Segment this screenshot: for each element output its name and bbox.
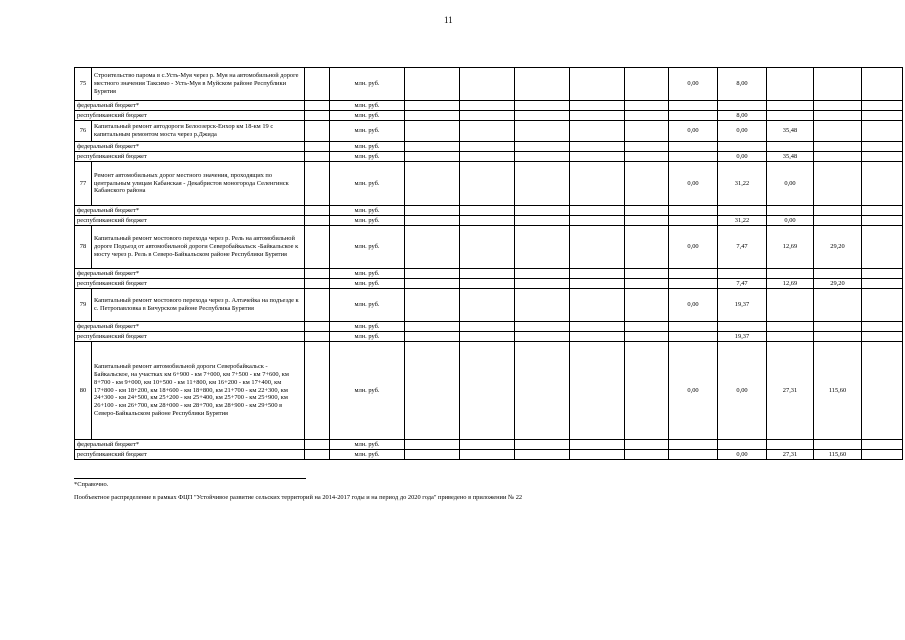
value-cell	[669, 269, 718, 279]
value-cell: 0,00	[718, 450, 767, 460]
project-description: Капитальный ремонт мостового перехода через р. Алтачейка на подъезде к с. Петропавловка в Бичурском районе Республика Бурятия	[92, 289, 305, 322]
empty-cell	[305, 111, 330, 121]
value-cell	[767, 68, 814, 101]
value-cell	[405, 289, 460, 322]
value-cell	[405, 216, 460, 226]
value-cell	[570, 332, 625, 342]
value-cell	[625, 226, 669, 269]
value-cell	[625, 68, 669, 101]
project-row	[75, 162, 903, 206]
empty-cell	[305, 206, 330, 216]
unit-cell: млн. руб.	[330, 206, 405, 216]
value-cell	[460, 101, 515, 111]
empty-cell	[305, 279, 330, 289]
value-cell	[862, 216, 903, 226]
value-cell	[625, 152, 669, 162]
value-cell	[405, 226, 460, 269]
value-cell: 0,00	[718, 342, 767, 440]
value-cell	[862, 342, 903, 440]
value-cell	[460, 342, 515, 440]
value-cell	[862, 332, 903, 342]
value-cell	[625, 279, 669, 289]
page-number: 11	[444, 15, 453, 25]
project-description: Ремонт автомобильных дорог местного значения, проходящих по центральным улицам Кабанская - Декабристов моногорода Селенгинск Кабанского района	[92, 162, 305, 206]
project-row	[75, 68, 903, 101]
value-cell	[814, 332, 862, 342]
value-cell	[767, 332, 814, 342]
value-cell	[718, 322, 767, 332]
footnote-text: Пообъектное распределение в рамках ФЦП "Устойчивое развитие сельских территорий на 2014-2017 годы и на период до 2020 года" приведено в приложении № 22	[74, 494, 523, 501]
budget-source-label: республиканский бюджет	[75, 152, 305, 162]
value-cell	[718, 206, 767, 216]
value-cell	[814, 101, 862, 111]
value-cell: 35,48	[767, 121, 814, 142]
value-cell	[570, 206, 625, 216]
budget-source-row	[75, 322, 903, 332]
project-description: Капитальный ремонт автодороги Белоозерск-Енхор км 18-км 19 с капитальным ремонтом моста через р.Джида	[92, 121, 305, 142]
value-cell	[862, 152, 903, 162]
value-cell: 0,00	[669, 162, 718, 206]
value-cell	[515, 322, 570, 332]
value-cell	[625, 216, 669, 226]
budget-source-row	[75, 332, 903, 342]
value-cell	[669, 142, 718, 152]
value-cell	[625, 162, 669, 206]
value-cell	[405, 279, 460, 289]
value-cell	[570, 226, 625, 269]
empty-cell	[305, 269, 330, 279]
value-cell	[460, 162, 515, 206]
value-cell	[570, 279, 625, 289]
value-cell	[405, 162, 460, 206]
unit-cell: млн. руб.	[330, 152, 405, 162]
value-cell	[669, 450, 718, 460]
unit-cell: млн. руб.	[330, 142, 405, 152]
value-cell	[862, 162, 903, 206]
value-cell: 0,00	[669, 226, 718, 269]
value-cell	[767, 111, 814, 121]
budget-source-label: республиканский бюджет	[75, 450, 305, 460]
value-cell	[570, 440, 625, 450]
budget-source-label: федеральный бюджет*	[75, 206, 305, 216]
value-cell: 8,00	[718, 111, 767, 121]
value-cell	[669, 322, 718, 332]
unit-cell: млн. руб.	[330, 101, 405, 111]
value-cell	[460, 206, 515, 216]
row-number: 80	[75, 342, 92, 440]
empty-cell	[305, 440, 330, 450]
unit-cell: млн. руб.	[330, 332, 405, 342]
budget-source-label: федеральный бюджет*	[75, 269, 305, 279]
value-cell	[515, 152, 570, 162]
value-cell: 35,48	[767, 152, 814, 162]
value-cell	[570, 142, 625, 152]
footnote: *Справочно.	[74, 481, 109, 488]
unit-cell: млн. руб.	[330, 440, 405, 450]
value-cell: 0,00	[767, 162, 814, 206]
value-cell	[767, 289, 814, 322]
value-cell: 7,47	[718, 279, 767, 289]
value-cell	[460, 279, 515, 289]
value-cell: 29,20	[814, 226, 862, 269]
value-cell	[767, 206, 814, 216]
empty-cell	[305, 322, 330, 332]
budget-source-row	[75, 206, 903, 216]
value-cell	[862, 206, 903, 216]
row-number: 78	[75, 226, 92, 269]
unit-cell: млн. руб.	[330, 226, 405, 269]
value-cell: 27,31	[767, 342, 814, 440]
budget-source-row	[75, 152, 903, 162]
value-cell	[570, 101, 625, 111]
value-cell	[862, 226, 903, 269]
value-cell	[718, 440, 767, 450]
value-cell	[814, 440, 862, 450]
unit-cell: млн. руб.	[330, 450, 405, 460]
value-cell	[515, 68, 570, 101]
project-description: Капитальный ремонт автомобильной дороги Северобайкальск - Байкальское, на участках км 6+900 - км 7+000, км 7+500 - км 7+600, км 8+700 - км 9+000, км 10+500 - км 11+800, км 16+200 - км 17+400, км 17+800 - км 18+200, км 18+600 - км 18+800, км 21+700 - км 22+300, км 24+300 - км 24+500, км 25+200 - км 25+400, км 25+700 - км 25+900, км 26+100 - км 26+700, км 28+000 - км 28+700, км 28+900 - км 29+500 в Северо-Байкальском районе Республики Бурятия	[92, 342, 305, 440]
budget-source-label: федеральный бюджет*	[75, 142, 305, 152]
value-cell: 19,37	[718, 332, 767, 342]
value-cell	[669, 111, 718, 121]
value-cell	[515, 121, 570, 142]
row-number: 77	[75, 162, 92, 206]
value-cell	[862, 289, 903, 322]
value-cell	[570, 450, 625, 460]
budget-source-row	[75, 450, 903, 460]
value-cell: 29,20	[814, 279, 862, 289]
value-cell	[570, 68, 625, 101]
value-cell	[515, 269, 570, 279]
unit-cell: млн. руб.	[330, 342, 405, 440]
value-cell	[625, 206, 669, 216]
value-cell	[460, 332, 515, 342]
value-cell	[625, 342, 669, 440]
row-number: 75	[75, 68, 92, 101]
value-cell	[767, 440, 814, 450]
value-cell	[405, 269, 460, 279]
project-row	[75, 289, 903, 322]
value-cell	[405, 206, 460, 216]
value-cell	[515, 289, 570, 322]
project-description: Строительство парома в с.Усть-Муя через р. Муя на автомобильной дороге местного значения Таксимо - Усть-Муя в Муйском районе Республики Бурятия	[92, 68, 305, 101]
value-cell	[814, 162, 862, 206]
value-cell	[570, 269, 625, 279]
value-cell	[814, 68, 862, 101]
value-cell: 31,22	[718, 162, 767, 206]
value-cell	[460, 152, 515, 162]
unit-cell: млн. руб.	[330, 289, 405, 322]
empty-cell	[305, 342, 330, 440]
project-row	[75, 226, 903, 269]
empty-cell	[305, 289, 330, 322]
value-cell	[460, 289, 515, 322]
budget-source-label: республиканский бюджет	[75, 279, 305, 289]
value-cell	[625, 332, 669, 342]
value-cell: 7,47	[718, 226, 767, 269]
value-cell	[460, 121, 515, 142]
budget-source-label: республиканский бюджет	[75, 332, 305, 342]
value-cell	[814, 142, 862, 152]
value-cell	[814, 206, 862, 216]
value-cell	[862, 142, 903, 152]
value-cell	[862, 101, 903, 111]
empty-cell	[305, 216, 330, 226]
empty-cell	[305, 68, 330, 101]
value-cell	[718, 142, 767, 152]
budget-source-label: республиканский бюджет	[75, 111, 305, 121]
value-cell	[669, 206, 718, 216]
value-cell	[515, 450, 570, 460]
unit-cell: млн. руб.	[330, 121, 405, 142]
value-cell	[405, 342, 460, 440]
value-cell	[862, 279, 903, 289]
value-cell	[515, 111, 570, 121]
value-cell	[625, 101, 669, 111]
value-cell	[814, 111, 862, 121]
unit-cell: млн. руб.	[330, 68, 405, 101]
value-cell	[460, 226, 515, 269]
value-cell	[862, 450, 903, 460]
unit-cell: млн. руб.	[330, 162, 405, 206]
value-cell	[625, 121, 669, 142]
row-number: 76	[75, 121, 92, 142]
unit-cell: млн. руб.	[330, 269, 405, 279]
value-cell: 31,22	[718, 216, 767, 226]
empty-cell	[305, 162, 330, 206]
value-cell: 19,37	[718, 289, 767, 322]
project-row	[75, 342, 903, 440]
value-cell: 0,00	[669, 68, 718, 101]
row-number: 79	[75, 289, 92, 322]
empty-cell	[305, 121, 330, 142]
value-cell	[460, 269, 515, 279]
value-cell	[515, 142, 570, 152]
budget-source-row	[75, 279, 903, 289]
value-cell	[515, 342, 570, 440]
value-cell	[669, 216, 718, 226]
value-cell	[669, 440, 718, 450]
value-cell	[460, 142, 515, 152]
empty-cell	[305, 450, 330, 460]
value-cell	[460, 450, 515, 460]
empty-cell	[305, 332, 330, 342]
value-cell	[515, 226, 570, 269]
value-cell	[814, 322, 862, 332]
value-cell: 0,00	[669, 342, 718, 440]
value-cell	[405, 101, 460, 111]
value-cell	[570, 152, 625, 162]
value-cell	[669, 152, 718, 162]
value-cell	[767, 142, 814, 152]
project-row	[75, 121, 903, 142]
value-cell	[570, 162, 625, 206]
unit-cell: млн. руб.	[330, 322, 405, 332]
budget-source-row	[75, 111, 903, 121]
value-cell: 0,00	[669, 121, 718, 142]
value-cell	[625, 289, 669, 322]
value-cell	[625, 142, 669, 152]
value-cell	[625, 440, 669, 450]
value-cell: 0,00	[718, 121, 767, 142]
value-cell	[570, 121, 625, 142]
value-cell	[814, 269, 862, 279]
value-cell	[460, 322, 515, 332]
value-cell	[625, 450, 669, 460]
value-cell	[814, 289, 862, 322]
value-cell: 0,00	[767, 216, 814, 226]
value-cell	[625, 322, 669, 332]
budget-table	[74, 67, 903, 460]
budget-source-label: федеральный бюджет*	[75, 322, 305, 332]
empty-cell	[305, 226, 330, 269]
value-cell: 12,69	[767, 226, 814, 269]
budget-source-row	[75, 216, 903, 226]
value-cell	[405, 121, 460, 142]
value-cell	[405, 111, 460, 121]
value-cell	[405, 440, 460, 450]
value-cell	[570, 216, 625, 226]
budget-source-row	[75, 269, 903, 279]
value-cell	[669, 101, 718, 111]
value-cell	[515, 332, 570, 342]
value-cell	[460, 68, 515, 101]
footnote-divider	[74, 478, 306, 479]
budget-source-label: федеральный бюджет*	[75, 101, 305, 111]
value-cell	[862, 269, 903, 279]
project-description: Капитальный ремонт мостового перехода через р. Рель на автомобильной дороге Подъезд от автомобильной дороги Северобайкальск -Байкальское к мосту через р. Рель в Северо-Байкальском районе Республики Бурятия	[92, 226, 305, 269]
value-cell	[570, 322, 625, 332]
value-cell: 115,60	[814, 450, 862, 460]
value-cell	[718, 101, 767, 111]
value-cell	[405, 450, 460, 460]
value-cell	[669, 279, 718, 289]
value-cell	[405, 142, 460, 152]
value-cell	[515, 216, 570, 226]
value-cell	[570, 111, 625, 121]
value-cell	[625, 269, 669, 279]
value-cell	[862, 440, 903, 450]
empty-cell	[305, 101, 330, 111]
value-cell	[814, 152, 862, 162]
budget-source-label: республиканский бюджет	[75, 216, 305, 226]
value-cell	[718, 269, 767, 279]
empty-cell	[305, 142, 330, 152]
value-cell	[405, 332, 460, 342]
value-cell	[767, 322, 814, 332]
value-cell	[862, 68, 903, 101]
value-cell	[767, 101, 814, 111]
value-cell	[405, 68, 460, 101]
value-cell	[515, 101, 570, 111]
value-cell	[814, 216, 862, 226]
value-cell: 0,00	[718, 152, 767, 162]
value-cell	[625, 111, 669, 121]
value-cell: 115,60	[814, 342, 862, 440]
value-cell	[515, 440, 570, 450]
budget-source-row	[75, 440, 903, 450]
value-cell	[515, 162, 570, 206]
value-cell	[862, 111, 903, 121]
value-cell: 12,69	[767, 279, 814, 289]
value-cell	[570, 289, 625, 322]
value-cell	[767, 269, 814, 279]
value-cell	[862, 121, 903, 142]
empty-cell	[305, 152, 330, 162]
budget-source-row	[75, 142, 903, 152]
value-cell	[460, 440, 515, 450]
value-cell	[405, 152, 460, 162]
value-cell: 27,31	[767, 450, 814, 460]
unit-cell: млн. руб.	[330, 111, 405, 121]
budget-source-row	[75, 101, 903, 111]
value-cell	[570, 342, 625, 440]
value-cell: 0,00	[669, 289, 718, 322]
budget-source-label: федеральный бюджет*	[75, 440, 305, 450]
value-cell: 8,00	[718, 68, 767, 101]
value-cell	[515, 206, 570, 216]
unit-cell: млн. руб.	[330, 279, 405, 289]
value-cell	[862, 322, 903, 332]
value-cell	[669, 332, 718, 342]
value-cell	[460, 111, 515, 121]
table-body	[75, 68, 903, 460]
unit-cell: млн. руб.	[330, 216, 405, 226]
value-cell	[405, 322, 460, 332]
value-cell	[515, 279, 570, 289]
value-cell	[460, 216, 515, 226]
value-cell	[814, 121, 862, 142]
